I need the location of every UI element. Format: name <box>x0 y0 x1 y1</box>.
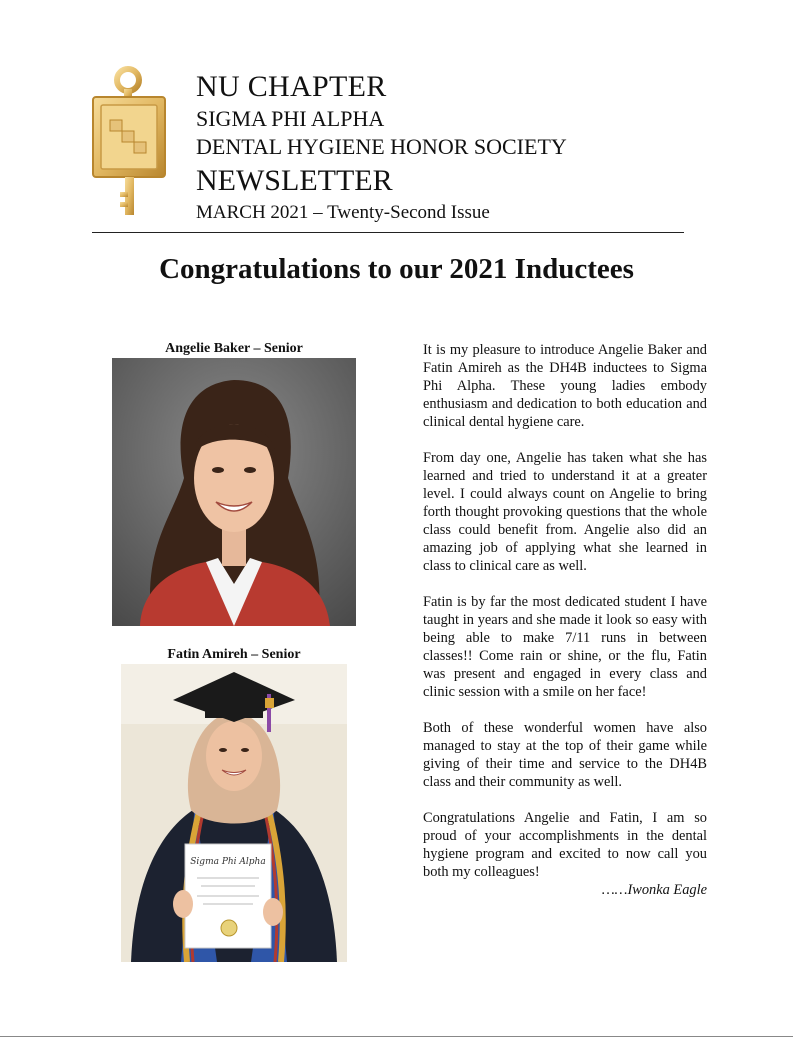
introduction-article <box>423 341 707 899</box>
inductee-2-photo <box>121 664 347 962</box>
header-divider <box>92 232 684 233</box>
society-name-line2: DENTAL HYGIENE HONOR SOCIETY <box>196 134 567 159</box>
inductee-1-caption: Angelie Baker – Senior <box>165 341 303 356</box>
newsletter-title: NEWSLETTER <box>196 164 393 197</box>
inductee-1-photo <box>112 358 356 626</box>
article-paragraph-2: From day one, Angelie has taken what she has learned and tried to understand it at a greater level. I could always count on Angelie to bring forth thought provoking questions that the whole class could benefit from. Angelie also did an amazing job of applying what she learned in class to clinical care as well. <box>423 450 707 574</box>
masthead <box>196 72 567 225</box>
article-paragraph-4: Both of these wonderful women have also managed to stay at the top of their game while giving of their time and service to the DH4B class and their community as well. <box>423 720 707 790</box>
article-paragraph-1: It is my pleasure to introduce Angelie Baker and Fatin Amireh as the DH4B inductees to Sigma Phi Alpha. These young ladies embody enthusiasm and dedication to both education and clinical dental hygiene care. <box>423 342 707 430</box>
article-paragraph-5: Congratulations Angelie and Fatin, I am so proud of your accomplishments in the dental hygiene program and excited to now call you both my colleagues! <box>423 810 707 880</box>
inductee-2-caption: Fatin Amireh – Senior <box>167 647 301 662</box>
article-paragraph-3: Fatin is by far the most dedicated student I have taught in years and she made it look so easy with being able to make 7/11 runs in between classes!! Come rain or shine, or the flu, Fatin was present and engaged in every class and clinic session with a smile on her face! <box>423 594 707 700</box>
society-name-line1: SIGMA PHI ALPHA <box>196 106 385 131</box>
certificate-title: Sigma Phi Alpha <box>190 857 266 867</box>
issue-date: MARCH 2021 – Twenty-Second Issue <box>196 202 490 223</box>
page-headline: Congratulations to our 2021 Inductees <box>159 253 634 285</box>
chapter-title: NU CHAPTER <box>196 70 387 103</box>
sigma-phi-alpha-key-icon <box>90 64 170 220</box>
article-signature: ……Iwonka Eagle <box>601 882 707 898</box>
page-bottom-edge <box>0 1036 793 1037</box>
